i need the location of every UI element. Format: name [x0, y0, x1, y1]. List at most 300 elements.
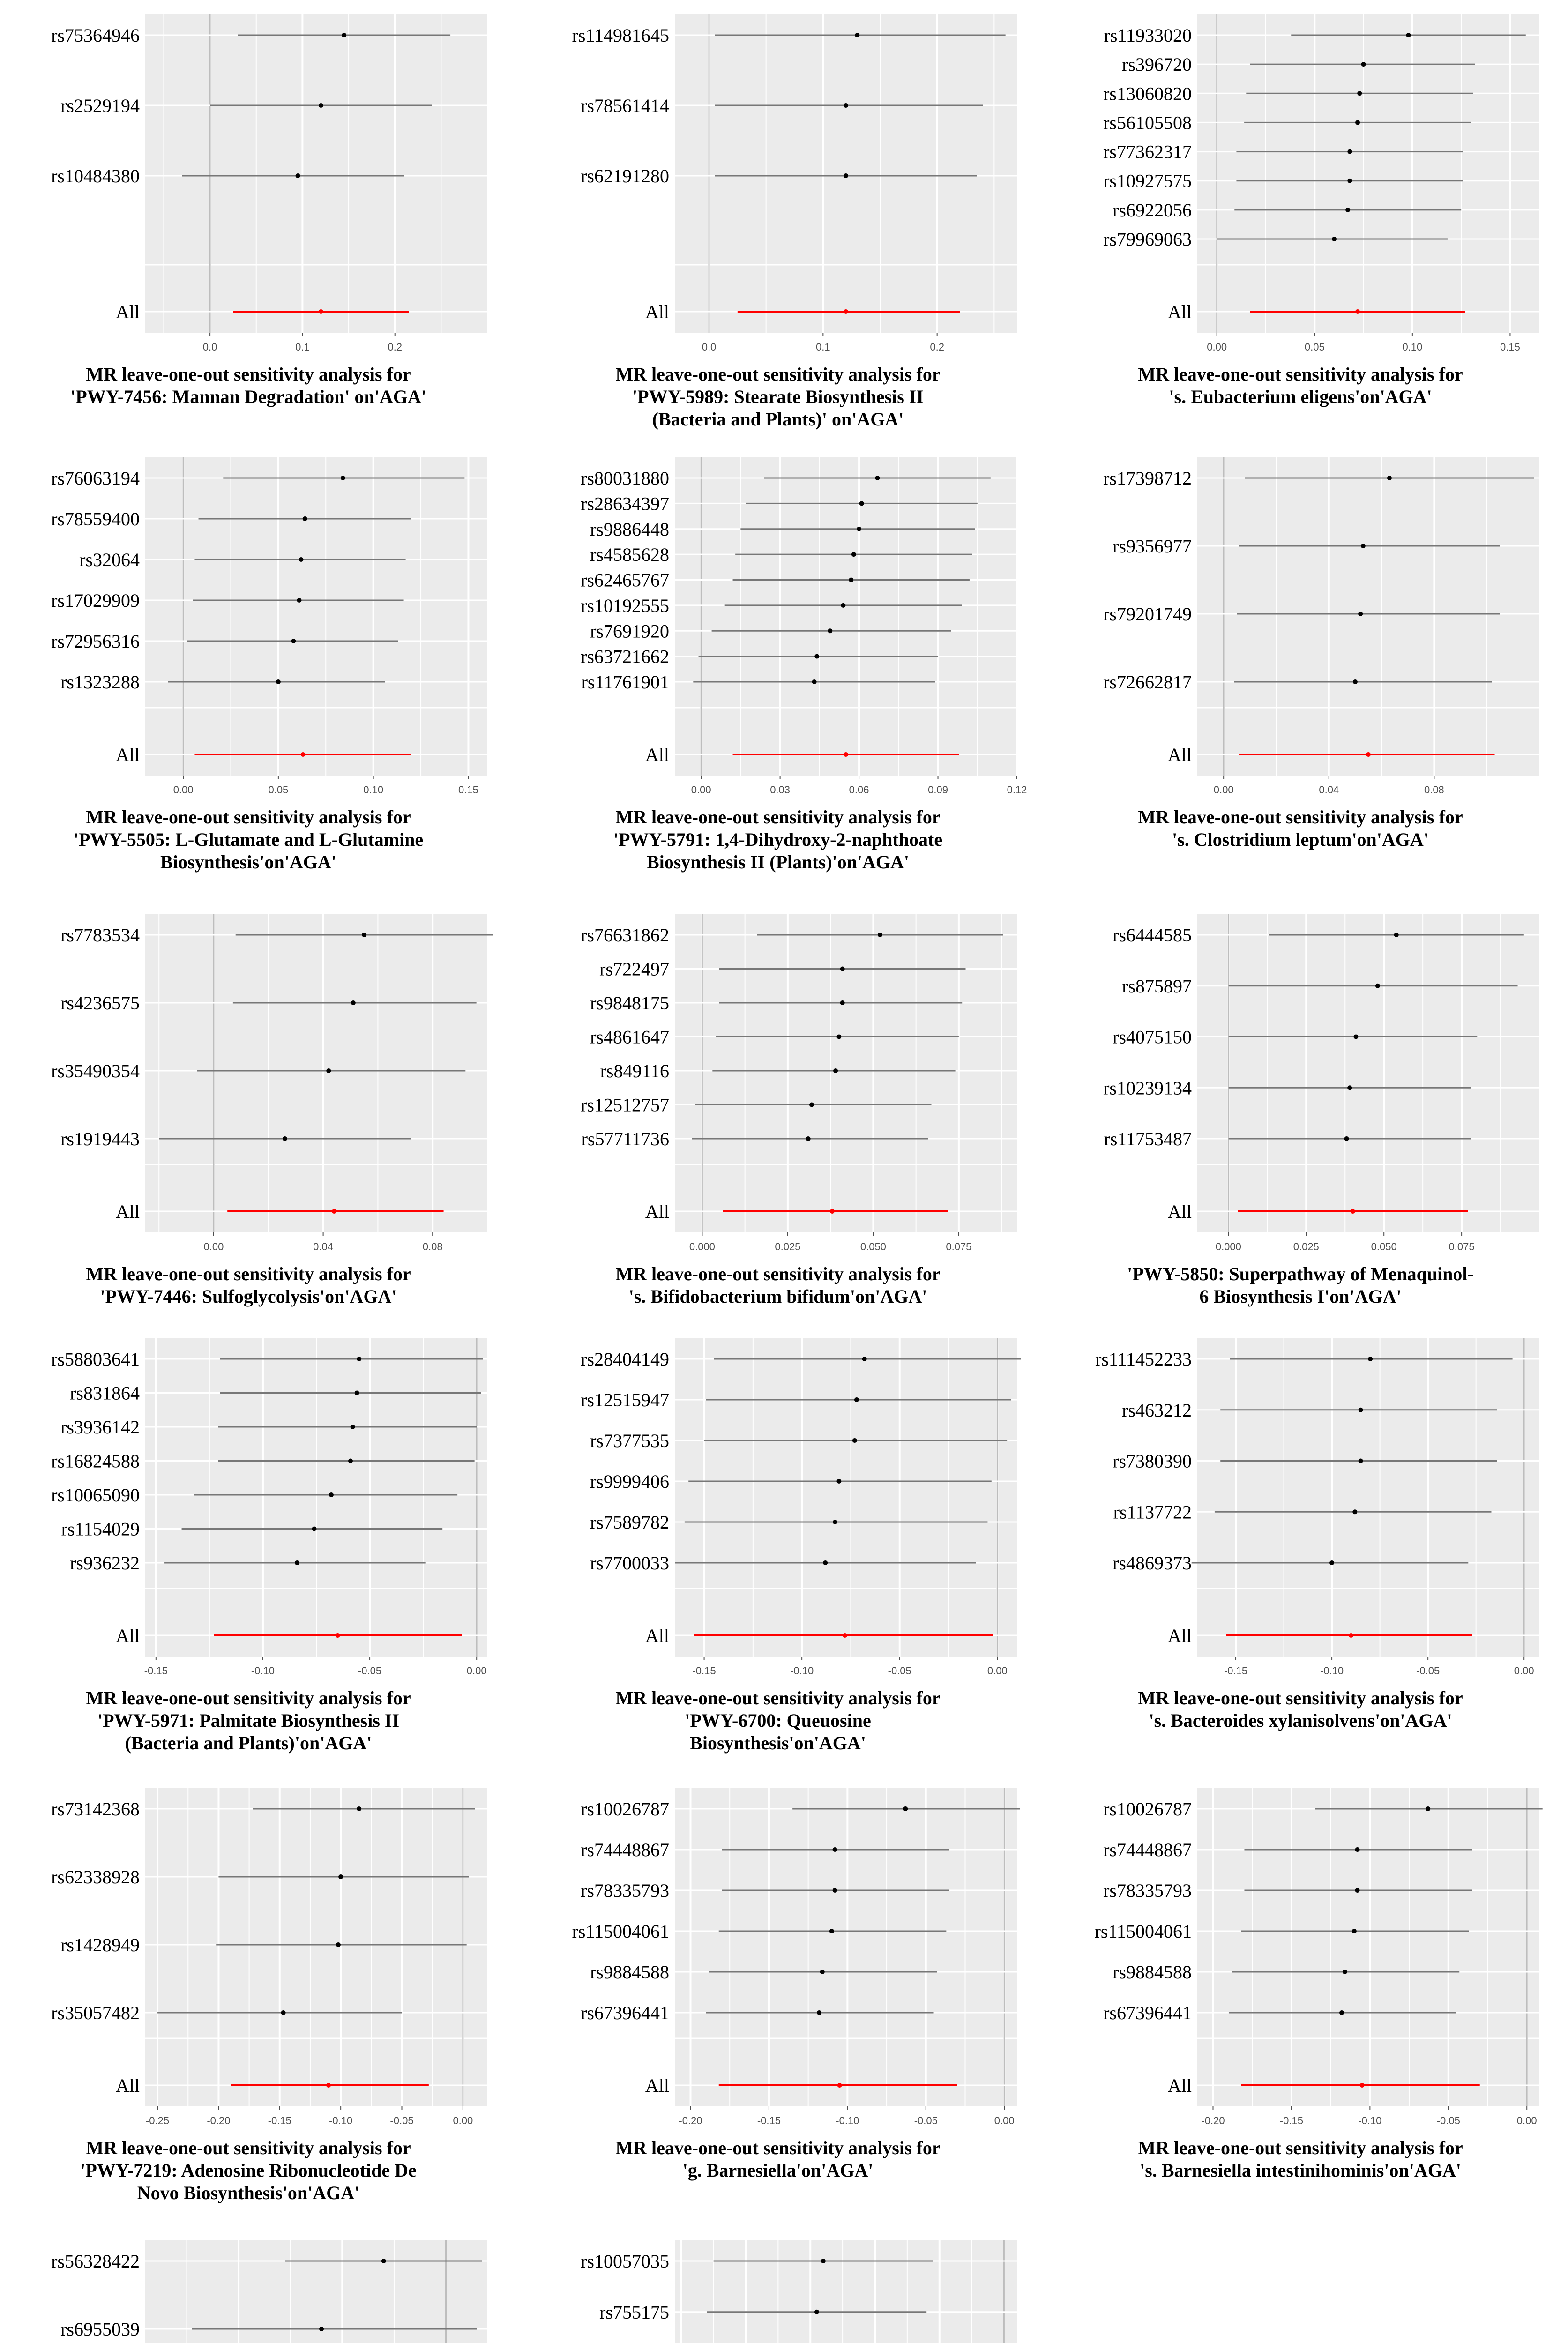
snp-point: [809, 1103, 814, 1107]
caption-line: 'PWY-5791: 1,4-Dihydroxy-2-naphthoate: [613, 829, 943, 850]
snp-point: [849, 578, 853, 582]
caption-line: 'g. Barnesiella'on'AGA': [682, 2160, 874, 2181]
snp-point: [1361, 62, 1366, 67]
x-tick-label: 0.075: [946, 1241, 972, 1253]
forest-plot-panel: [539, 914, 1017, 1333]
snp-point: [852, 1438, 857, 1443]
x-tick-label: 0.0: [202, 341, 217, 353]
overall-label: All: [645, 301, 669, 322]
snp-label: rs7377535: [590, 1430, 669, 1451]
snp-label: rs1428949: [60, 1934, 140, 1955]
panel-caption: [9, 1263, 487, 1308]
forest-plot-panel: [1061, 1338, 1539, 1757]
forest-plot-panel: [9, 914, 487, 1333]
snp-point: [878, 933, 882, 937]
snp-label: rs10927575: [1103, 170, 1192, 192]
snp-point: [299, 557, 304, 562]
snp-label: rs56328422: [51, 2251, 140, 2272]
plot-background: [145, 914, 487, 1232]
snp-label: rs28404149: [581, 1349, 669, 1370]
x-tick-label: 0.025: [1293, 1241, 1319, 1253]
overall-label: All: [1167, 1625, 1192, 1646]
forest-plot-svg: [9, 1338, 487, 1682]
caption-line: 'PWY-5971: Palmitate Biosynthesis II: [97, 1710, 400, 1731]
overall-label: All: [645, 2075, 669, 2096]
snp-point: [855, 33, 859, 37]
snp-label: rs7700033: [590, 1552, 669, 1574]
forest-plot-panel: [539, 2240, 1017, 2343]
caption-line: MR leave-one-out sensitivity analysis for: [86, 2137, 411, 2158]
x-tick-label: -0.15: [757, 2115, 781, 2127]
forest-plot-panel: [1061, 914, 1539, 1333]
snp-point: [297, 598, 302, 603]
snp-label: rs9884588: [1113, 1962, 1192, 1983]
panel-caption: [539, 806, 1017, 873]
snp-label: rs58803641: [51, 1349, 140, 1370]
x-tick-label: 0.075: [1449, 1241, 1475, 1253]
x-tick-label: -0.15: [692, 1665, 716, 1677]
snp-point: [1329, 1560, 1334, 1565]
snp-point: [1332, 237, 1337, 241]
caption-line: MR leave-one-out sensitivity analysis for: [1138, 1687, 1463, 1709]
snp-point: [329, 1492, 334, 1497]
snp-point: [341, 476, 345, 480]
x-tick-label: 0.05: [268, 784, 289, 796]
snp-point: [336, 1942, 341, 1947]
snp-label: rs75364946: [51, 25, 140, 46]
snp-point: [342, 33, 346, 37]
overall-point: [332, 1209, 336, 1214]
forest-plot-svg: [539, 14, 1017, 358]
snp-point: [1355, 1847, 1360, 1852]
snp-point: [823, 1560, 828, 1565]
snp-label: rs849116: [600, 1060, 669, 1082]
plot-background: [1197, 1338, 1539, 1657]
snp-label: rs72956316: [51, 631, 140, 652]
snp-label: rs463212: [1122, 1399, 1192, 1421]
overall-point: [1351, 1209, 1355, 1214]
snp-point: [833, 1520, 837, 1524]
plot-background: [1197, 457, 1539, 776]
snp-label: rs17398712: [1103, 468, 1192, 489]
snp-label: rs56105508: [1103, 112, 1192, 134]
snp-point: [281, 2010, 286, 2015]
snp-point: [1339, 2010, 1344, 2015]
snp-label: rs67396441: [1103, 2002, 1192, 2023]
x-tick-label: -0.20: [679, 2115, 702, 2127]
x-tick-label: 0.05: [1304, 341, 1325, 353]
plot-background: [145, 457, 487, 776]
x-tick-label: -0.10: [329, 2115, 353, 2127]
x-tick-label: 0.050: [860, 1241, 886, 1253]
snp-label: rs9999406: [590, 1471, 669, 1492]
caption-line: MR leave-one-out sensitivity analysis for: [615, 1687, 941, 1709]
snp-label: rs79201749: [1103, 604, 1192, 625]
snp-label: rs67396441: [581, 2002, 669, 2023]
snp-label: rs755175: [599, 2301, 669, 2323]
snp-point: [1359, 1459, 1363, 1463]
snp-point: [295, 1560, 299, 1565]
panel-caption: [1061, 2137, 1539, 2182]
overall-point: [1355, 309, 1360, 314]
snp-point: [338, 1874, 343, 1879]
x-tick-label: -0.20: [1201, 2115, 1225, 2127]
caption-line: 'PWY-7456: Mannan Degradation' on'AGA': [70, 386, 426, 407]
snp-label: rs1154029: [61, 1518, 140, 1540]
x-tick-label: 0.06: [849, 784, 869, 796]
snp-label: rs10484380: [51, 165, 140, 187]
x-tick-label: -0.05: [1416, 1665, 1440, 1677]
snp-label: rs32064: [79, 549, 140, 570]
plot-background: [675, 914, 1017, 1232]
forest-plot-svg: [539, 1788, 1017, 2132]
forest-plot-panel: [9, 2240, 487, 2343]
forest-plot-panel: [539, 14, 1017, 433]
snp-point: [1347, 149, 1352, 154]
forest-plot-svg: [9, 2240, 487, 2343]
forest-plot-panel: [539, 1788, 1017, 2207]
snp-label: rs17029909: [51, 590, 140, 611]
snp-label: rs2529194: [60, 95, 140, 116]
forest-plot-svg: [1061, 457, 1539, 801]
caption-line: (Bacteria and Plants)'on'AGA': [125, 1732, 372, 1754]
forest-plot-panel: [539, 457, 1027, 876]
plot-background: [1197, 14, 1539, 333]
snp-point: [1352, 1509, 1357, 1514]
panel-caption: [539, 1263, 1017, 1308]
snp-point: [362, 933, 366, 937]
snp-label: rs4075150: [1113, 1026, 1192, 1048]
x-tick-label: 0.08: [422, 1241, 443, 1253]
snp-point: [903, 1806, 908, 1811]
snp-point: [875, 476, 880, 480]
caption-line: Biosynthesis'on'AGA': [690, 1732, 866, 1754]
snp-label: rs10192555: [581, 595, 669, 616]
snp-label: rs1919443: [60, 1128, 140, 1149]
caption-line: MR leave-one-out sensitivity analysis for: [615, 1263, 941, 1284]
overall-point: [326, 2083, 331, 2088]
overall-label: All: [115, 744, 140, 765]
caption-line: MR leave-one-out sensitivity analysis for: [615, 364, 941, 385]
caption-line: 'PWY-5989: Stearate Biosynthesis II: [632, 386, 924, 407]
snp-point: [833, 1068, 838, 1073]
forest-plot-svg: [1061, 1338, 1539, 1682]
panel-caption: [1061, 1263, 1539, 1308]
snp-point: [351, 1000, 356, 1005]
snp-point: [851, 552, 856, 557]
x-tick-label: 0.00: [173, 784, 194, 796]
x-tick-label: -0.05: [888, 1665, 911, 1677]
snp-label: rs10065090: [51, 1485, 140, 1506]
forest-plot-panel: [9, 1338, 487, 1757]
caption-line: 'PWY-5850: Superpathway of Menaquinol-: [1127, 1263, 1474, 1284]
plot-background: [675, 2240, 1017, 2343]
snp-label: rs7380390: [1113, 1450, 1192, 1472]
snp-label: rs74448867: [581, 1839, 669, 1860]
caption-line: MR leave-one-out sensitivity analysis for: [1138, 806, 1463, 828]
snp-point: [357, 1357, 361, 1361]
overall-label: All: [645, 1625, 669, 1646]
x-tick-label: 0.04: [313, 1241, 334, 1253]
caption-line: 's. Bacteroides xylanisolvens'on'AGA': [1149, 1710, 1452, 1731]
caption-line: MR leave-one-out sensitivity analysis for: [615, 2137, 941, 2158]
snp-point: [1375, 984, 1380, 988]
x-tick-label: -0.05: [390, 2115, 414, 2127]
x-tick-label: 0.00: [987, 1665, 1008, 1677]
overall-label: All: [115, 301, 140, 322]
caption-line: (Bacteria and Plants)' on'AGA': [652, 409, 904, 430]
overall-point: [837, 2083, 842, 2088]
snp-label: rs12515947: [581, 1389, 669, 1410]
snp-label: rs4869373: [1113, 1552, 1192, 1574]
x-tick-label: 0.000: [1215, 1241, 1241, 1253]
snp-point: [1406, 33, 1411, 37]
forest-plot-panel: [9, 14, 487, 433]
snp-label: rs10026787: [1103, 1798, 1192, 1820]
snp-label: rs11761901: [581, 672, 669, 693]
x-tick-label: -0.15: [1279, 2115, 1303, 2127]
caption-line: MR leave-one-out sensitivity analysis for: [1138, 2137, 1463, 2158]
x-tick-label: 0.00: [1207, 341, 1227, 353]
snp-label: rs78335793: [581, 1880, 669, 1901]
caption-line: 's. Bifidobacterium bifidum'on'AGA': [628, 1286, 927, 1307]
panel-caption: [539, 363, 1017, 431]
snp-point: [840, 967, 845, 971]
snp-point: [312, 1527, 316, 1531]
caption-line: 'PWY-6700: Queuosine: [685, 1710, 871, 1731]
snp-point: [836, 1035, 841, 1039]
snp-label: rs10239134: [1103, 1077, 1192, 1099]
snp-label: rs76063194: [51, 468, 140, 489]
snp-point: [820, 1970, 825, 1974]
caption-line: MR leave-one-out sensitivity analysis for: [86, 1263, 411, 1284]
snp-point: [1343, 1970, 1347, 1974]
caption-line: 's. Eubacterium eligens'on'AGA': [1169, 386, 1432, 407]
overall-label: All: [645, 744, 669, 765]
snp-label: rs1323288: [60, 672, 140, 693]
x-tick-label: 0.00: [1213, 784, 1234, 796]
panel-caption: [9, 363, 487, 408]
snp-point: [381, 2259, 386, 2263]
panel-caption: [539, 1687, 1017, 1754]
overall-label: All: [645, 1201, 669, 1222]
plot-background: [675, 1338, 1017, 1657]
snp-label: rs4585628: [590, 544, 669, 566]
snp-label: rs78559400: [51, 508, 140, 530]
x-tick-label: 0.08: [1424, 784, 1444, 796]
forest-plot-svg: [539, 2240, 1017, 2343]
snp-label: rs62191280: [581, 165, 669, 187]
caption-line: Novo Biosynthesis'on'AGA': [137, 2182, 360, 2203]
forest-plot-panel: [9, 457, 487, 876]
snp-point: [841, 603, 845, 608]
forest-plot-svg: [9, 14, 487, 358]
x-tick-label: 0.09: [928, 784, 948, 796]
caption-line: MR leave-one-out sensitivity analysis for: [86, 1687, 411, 1709]
snp-label: rs6955039: [60, 2319, 140, 2340]
x-tick-label: 0.00: [1516, 2115, 1537, 2127]
x-tick-label: 0.1: [816, 341, 830, 353]
snp-label: rs115004061: [1094, 1921, 1192, 1942]
plot-background: [1197, 1788, 1539, 2106]
snp-label: rs7783534: [60, 925, 140, 946]
snp-point: [1355, 1888, 1360, 1893]
snp-label: rs77362317: [1103, 141, 1192, 163]
overall-point: [1366, 752, 1371, 757]
snp-label: rs72662817: [1103, 672, 1192, 693]
x-tick-label: 0.00: [691, 784, 711, 796]
snp-point: [828, 628, 832, 633]
forest-plot-svg: [539, 914, 1017, 1258]
x-tick-label: 0.0: [702, 341, 717, 353]
plot-background: [145, 2240, 487, 2343]
snp-point: [1358, 612, 1363, 616]
snp-point: [348, 1459, 353, 1463]
x-tick-label: 0.03: [770, 784, 791, 796]
x-tick-label: 0.00: [453, 2115, 473, 2127]
snp-point: [1347, 1085, 1352, 1090]
snp-point: [806, 1136, 811, 1141]
forest-plot-panel: [539, 1338, 1017, 1757]
overall-point: [843, 1633, 847, 1638]
snp-point: [1368, 1357, 1373, 1361]
snp-point: [844, 173, 848, 178]
overall-label: All: [115, 2075, 140, 2096]
snp-label: rs4861647: [590, 1026, 669, 1048]
forest-plot-panel: [9, 1788, 487, 2207]
snp-label: rs62465767: [581, 569, 669, 591]
overall-point: [1360, 2083, 1365, 2088]
snp-point: [1361, 544, 1366, 548]
x-tick-label: 0.15: [458, 784, 478, 796]
caption-line: 's. Barnesiella intestinihominis'on'AGA': [1140, 2160, 1461, 2181]
panel-caption: [9, 2137, 487, 2204]
snp-label: rs7589782: [590, 1512, 669, 1533]
snp-point: [854, 1397, 859, 1402]
snp-point: [291, 639, 296, 643]
x-tick-label: 0.2: [388, 341, 402, 353]
snp-point: [844, 103, 848, 108]
snp-label: rs10057035: [581, 2251, 669, 2272]
snp-point: [326, 1068, 331, 1073]
snp-point: [1345, 208, 1350, 212]
snp-point: [859, 501, 864, 506]
snp-label: rs1137722: [1113, 1501, 1192, 1523]
x-tick-label: -0.10: [251, 1665, 275, 1677]
forest-plot-svg: [539, 1338, 1017, 1682]
plot-background: [675, 1788, 1017, 2106]
overall-point: [319, 309, 323, 314]
caption-line: MR leave-one-out sensitivity analysis for: [86, 806, 411, 828]
forest-plot-panel: [1061, 1788, 1539, 2207]
panel-caption: [539, 2137, 1017, 2182]
snp-point: [821, 2259, 826, 2263]
x-tick-label: 0.2: [930, 341, 944, 353]
snp-point: [283, 1136, 287, 1141]
snp-label: rs9884588: [590, 1962, 669, 1983]
overall-point: [336, 1633, 340, 1638]
snp-label: rs722497: [599, 958, 669, 980]
forest-plot-svg: [1061, 14, 1539, 358]
snp-label: rs79969063: [1103, 229, 1192, 250]
caption-line: 'PWY-7446: Sulfoglycolysis'on'AGA': [100, 1286, 397, 1307]
x-tick-label: -0.25: [145, 2115, 170, 2127]
x-tick-label: 0.12: [1007, 784, 1027, 796]
snp-label: rs3936142: [60, 1417, 140, 1438]
snp-label: rs13060820: [1103, 83, 1192, 104]
snp-point: [303, 516, 307, 521]
snp-point: [1353, 1035, 1358, 1039]
snp-label: rs6922056: [1113, 199, 1192, 221]
panel-caption: [1061, 806, 1539, 851]
snp-label: rs35057482: [51, 2002, 140, 2023]
snp-point: [1394, 933, 1399, 937]
caption-line: 'PWY-7219: Adenosine Ribonucleotide De: [80, 2160, 417, 2181]
panel-caption: [9, 806, 487, 873]
plot-background: [1197, 914, 1539, 1232]
caption-line: Biosynthesis II (Plants)'on'AGA': [646, 851, 910, 873]
overall-label: All: [1167, 2075, 1192, 2096]
forest-plot-svg: [9, 914, 487, 1258]
x-tick-label: -0.10: [1320, 1665, 1344, 1677]
x-tick-label: -0.15: [144, 1665, 168, 1677]
snp-point: [829, 1929, 834, 1933]
snp-label: rs11753487: [1104, 1128, 1192, 1149]
overall-label: All: [1167, 1201, 1192, 1222]
panel-caption: [1061, 363, 1539, 408]
x-tick-label: 0.00: [466, 1665, 487, 1677]
snp-point: [1344, 1136, 1349, 1141]
plot-background: [145, 14, 487, 333]
snp-point: [862, 1357, 867, 1361]
snp-point: [833, 1888, 837, 1893]
panel-caption: [9, 1687, 487, 1754]
overall-point: [844, 752, 848, 757]
snp-label: rs80031880: [581, 468, 669, 489]
snp-point: [276, 679, 281, 684]
x-tick-label: -0.10: [790, 1665, 814, 1677]
overall-label: All: [1167, 301, 1192, 322]
caption-line: 6 Biosynthesis I'on'AGA': [1199, 1286, 1402, 1307]
snp-point: [351, 1425, 355, 1429]
snp-point: [840, 1000, 845, 1005]
snp-point: [833, 1847, 837, 1852]
snp-point: [1357, 91, 1362, 96]
overall-point: [830, 1209, 835, 1214]
forest-plot-svg: [1061, 914, 1539, 1258]
overall-label: All: [115, 1625, 140, 1646]
snp-point: [1359, 1408, 1363, 1412]
overall-label: All: [1167, 744, 1192, 765]
x-tick-label: 0.00: [203, 1241, 224, 1253]
snp-point: [1387, 476, 1392, 480]
snp-point: [1347, 179, 1352, 183]
snp-label: rs78561414: [581, 95, 669, 116]
x-tick-label: 0.025: [775, 1241, 801, 1253]
x-tick-label: 0.10: [363, 784, 384, 796]
x-tick-label: -0.05: [914, 2115, 938, 2127]
x-tick-label: -0.05: [358, 1665, 382, 1677]
snp-label: rs111452233: [1095, 1349, 1192, 1370]
overall-label: All: [115, 1201, 140, 1222]
caption-line: MR leave-one-out sensitivity analysis for: [86, 364, 411, 385]
x-tick-label: -0.10: [836, 2115, 859, 2127]
caption-line: 's. Clostridium leptum'on'AGA': [1172, 829, 1429, 850]
snp-label: rs12512757: [581, 1094, 669, 1116]
snp-label: rs28634397: [581, 493, 669, 515]
forest-plot-svg: [1061, 1788, 1539, 2132]
x-tick-label: 0.15: [1500, 341, 1520, 353]
